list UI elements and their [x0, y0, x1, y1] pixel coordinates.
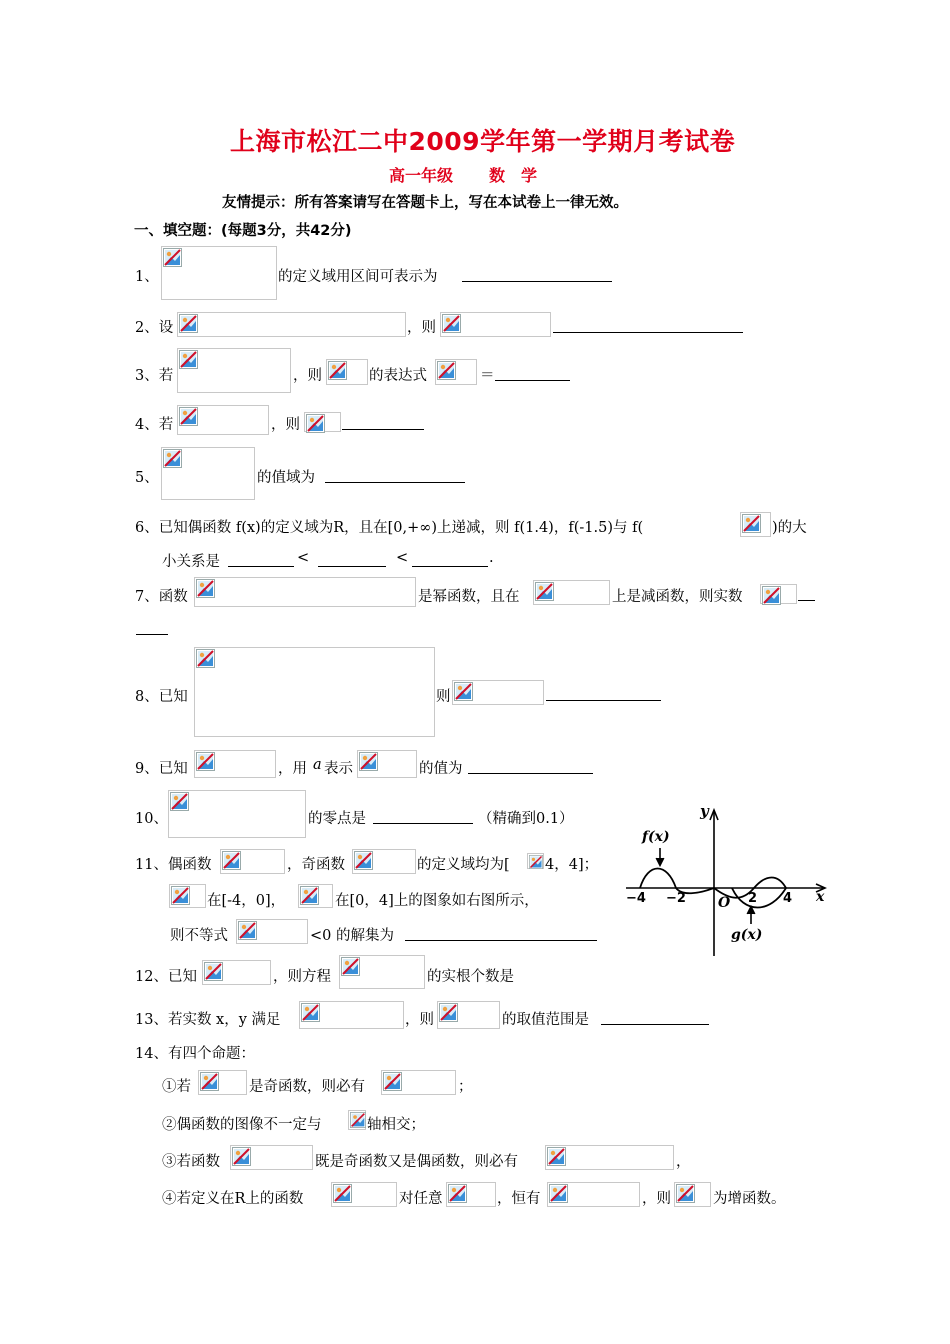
- q10-note: （精确到0.1）: [478, 811, 574, 827]
- answer-blank: [405, 940, 597, 941]
- formula-image: [440, 312, 551, 337]
- formula-image: [339, 955, 425, 989]
- formula-image: [352, 849, 416, 874]
- formula-image: [326, 359, 368, 385]
- tick-2: 2: [748, 891, 758, 906]
- formula-image: [220, 849, 285, 874]
- formula-image: [194, 647, 435, 737]
- q4-mid: ，则: [271, 417, 300, 433]
- q12-mid: ，则方程: [273, 969, 331, 985]
- formula-image: [304, 412, 341, 432]
- q7-mid2: 上是减函数，则实数: [612, 589, 743, 605]
- f-label: f(x): [642, 829, 670, 845]
- answer-blank: [468, 773, 593, 774]
- section-heading: 一、填空题：(每题3分，共42分): [134, 223, 352, 239]
- p3b: 既是奇函数又是偶函数，则必有: [315, 1154, 518, 1170]
- grade-label: 高一年级: [389, 166, 454, 185]
- p1b: 是奇函数，则必有: [249, 1079, 365, 1095]
- q11-l2a: 在[-4，0]，: [207, 893, 286, 909]
- formula-image: [437, 1001, 500, 1029]
- q1-number: 1、: [135, 269, 159, 285]
- answer-blank: [546, 700, 661, 701]
- g-label: g(x): [731, 927, 763, 943]
- q11-mid2: 的定义域均为[: [417, 857, 510, 873]
- q2-number: 2、设: [135, 320, 174, 336]
- formula-image: [533, 580, 610, 605]
- answer-blank: [342, 429, 424, 430]
- formula-image: [230, 1145, 313, 1170]
- broken-image-icon: [529, 855, 543, 869]
- p4a: ④若定义在R上的函数: [162, 1191, 304, 1207]
- formula-image: [299, 1001, 404, 1029]
- q11-l3b: <0 的解集为: [310, 928, 394, 944]
- answer-blank: [318, 566, 386, 567]
- broken-image-icon: [547, 1147, 566, 1166]
- formula-image: [194, 577, 416, 607]
- broken-image-icon: [383, 1072, 402, 1091]
- broken-image-icon: [300, 886, 319, 905]
- broken-image-icon: [439, 1003, 458, 1022]
- broken-image-icon: [170, 792, 189, 811]
- function-graph: [620, 798, 835, 960]
- broken-image-icon: [549, 1184, 568, 1203]
- answer-blank: [601, 1024, 709, 1025]
- notice: 友情提示：所有答案请写在答题卡上，写在本试卷上一律无效。: [222, 195, 628, 211]
- q8-number: 8、已知: [135, 689, 188, 705]
- broken-image-icon: [301, 1003, 320, 1022]
- q3-end: ＝: [480, 368, 495, 384]
- broken-image-icon: [200, 1072, 219, 1091]
- broken-image-icon: [163, 248, 182, 267]
- q13-number: 13、若实数 x，y 满足: [135, 1012, 281, 1028]
- period: .: [489, 550, 494, 566]
- q2-mid: ，则: [407, 320, 436, 336]
- broken-image-icon: [306, 414, 325, 433]
- q7-number: 7、函数: [135, 589, 188, 605]
- q8-mid: 则: [436, 689, 451, 705]
- broken-image-icon: [204, 962, 223, 981]
- q5-text: 的值域为: [257, 470, 315, 486]
- p2a: ②偶函数的图像不一定与: [162, 1117, 322, 1133]
- formula-image: [452, 680, 544, 705]
- formula-image: [331, 1182, 397, 1207]
- answer-blank: [228, 566, 294, 567]
- f-curve: [640, 869, 714, 894]
- q5-number: 5、: [135, 470, 159, 486]
- q7-mid: 是幂函数，且在: [418, 589, 520, 605]
- q6-line1: 6、已知偶函数 f(x)的定义域为R，且在[0,+∞)上递减，则 f(1.4)，f(-1.5)与 f(: [135, 520, 644, 536]
- broken-image-icon: [454, 682, 473, 701]
- formula-image: [674, 1182, 711, 1207]
- q11-number: 11、偶函数: [135, 857, 212, 873]
- formula-image: [168, 790, 306, 838]
- f-pointer-head: [656, 858, 664, 866]
- formula-image: [161, 447, 255, 500]
- p3a: ③若函数: [162, 1154, 220, 1170]
- broken-image-icon: [354, 851, 373, 870]
- formula-image: [236, 919, 308, 944]
- answer-blank: [798, 600, 815, 601]
- p4c: ，恒有: [497, 1191, 541, 1207]
- tick-neg2: −2: [666, 891, 686, 906]
- x-label: x: [816, 889, 825, 905]
- tick-4: 4: [783, 891, 793, 906]
- p4e: 为增函数。: [713, 1191, 786, 1207]
- q11-mid: ，奇函数: [287, 857, 345, 873]
- origin-label: O: [718, 895, 731, 911]
- p4d: ，则: [642, 1191, 671, 1207]
- broken-image-icon: [163, 449, 182, 468]
- q9-number: 9、已知: [135, 761, 188, 777]
- broken-image-icon: [171, 886, 190, 905]
- q11-l3a: 则不等式: [170, 928, 228, 944]
- formula-image: [298, 884, 333, 908]
- q13-mid: ，则: [405, 1012, 434, 1028]
- broken-image-icon: [179, 314, 198, 333]
- formula-image: [435, 359, 477, 385]
- q11-end: 4，4]；: [545, 857, 599, 873]
- broken-image-icon: [196, 649, 215, 668]
- p1a: ①若: [162, 1079, 191, 1095]
- broken-image-icon: [333, 1184, 352, 1203]
- answer-blank: [495, 380, 570, 381]
- q13-end: 的取值范围是: [502, 1012, 589, 1028]
- broken-image-icon: [535, 582, 554, 601]
- broken-image-icon: [359, 752, 378, 771]
- formula-image: [357, 750, 417, 778]
- q12-number: 12、已知: [135, 969, 197, 985]
- broken-image-icon: [179, 350, 198, 369]
- answer-blank: [412, 566, 488, 567]
- q3-mid: ，则: [293, 368, 322, 384]
- formula-image: [202, 960, 271, 985]
- broken-image-icon: [196, 752, 215, 771]
- broken-image-icon: [179, 407, 198, 426]
- formula-image: [381, 1070, 456, 1095]
- q9-mid2: 表示: [324, 761, 353, 777]
- q6-line2: 小关系是: [162, 554, 220, 570]
- broken-image-icon: [328, 361, 347, 380]
- exam-title: 上海市松江二中2009学年第一学期月考试卷: [230, 127, 736, 156]
- formula-image: [177, 348, 291, 393]
- subject-label: 数 学: [489, 166, 538, 185]
- formula-image: [177, 312, 406, 337]
- formula-image: [760, 584, 797, 604]
- q10-number: 10、: [135, 811, 168, 827]
- formula-image: [161, 246, 277, 300]
- answer-blank: [373, 823, 473, 824]
- formula-image: [194, 750, 276, 778]
- formula-image: [740, 512, 771, 537]
- broken-image-icon: [222, 851, 241, 870]
- less-than: <: [297, 550, 310, 566]
- q6-line1-end: )的大: [772, 520, 807, 536]
- q9-var: a: [313, 757, 322, 773]
- broken-image-icon: [442, 314, 461, 333]
- q3-number: 3、若: [135, 368, 174, 384]
- p2b: 轴相交；: [367, 1117, 425, 1133]
- q10-text: 的零点是: [308, 811, 366, 827]
- tick-neg4: −4: [626, 891, 646, 906]
- p4b: 对任意: [399, 1191, 443, 1207]
- less-than: <: [396, 550, 409, 566]
- broken-image-icon: [232, 1147, 251, 1166]
- broken-image-icon: [196, 579, 215, 598]
- p1c: ；: [458, 1079, 473, 1095]
- q12-end: 的实根个数是: [427, 969, 514, 985]
- broken-image-icon: [742, 514, 761, 533]
- answer-blank: [136, 634, 168, 635]
- broken-image-icon: [676, 1184, 695, 1203]
- answer-blank: [553, 332, 743, 333]
- formula-image: [446, 1182, 496, 1207]
- q4-number: 4、若: [135, 417, 174, 433]
- formula-image: [348, 1110, 366, 1130]
- formula-image: [527, 853, 544, 869]
- broken-image-icon: [350, 1112, 366, 1128]
- formula-image: [547, 1182, 640, 1207]
- broken-image-icon: [341, 957, 360, 976]
- q1-text: 的定义域用区间可表示为: [278, 269, 438, 285]
- formula-image: [198, 1070, 247, 1095]
- formula-image: [545, 1145, 674, 1170]
- broken-image-icon: [448, 1184, 467, 1203]
- broken-image-icon: [437, 361, 456, 380]
- q14-number: 14、有四个命题：: [135, 1046, 255, 1062]
- q9-mid: ，用: [278, 761, 307, 777]
- formula-image: [177, 405, 269, 435]
- y-label: y: [700, 802, 709, 820]
- q9-end: 的值为: [419, 761, 463, 777]
- broken-image-icon: [238, 921, 257, 940]
- formula-image: [169, 884, 206, 908]
- broken-image-icon: [762, 586, 781, 605]
- answer-blank: [325, 482, 465, 483]
- answer-blank: [462, 281, 612, 282]
- q3-mid2: 的表达式: [369, 368, 427, 384]
- p3c: ，: [676, 1154, 691, 1170]
- q11-l2b: 在[0，4]上的图象如右图所示，: [335, 893, 539, 909]
